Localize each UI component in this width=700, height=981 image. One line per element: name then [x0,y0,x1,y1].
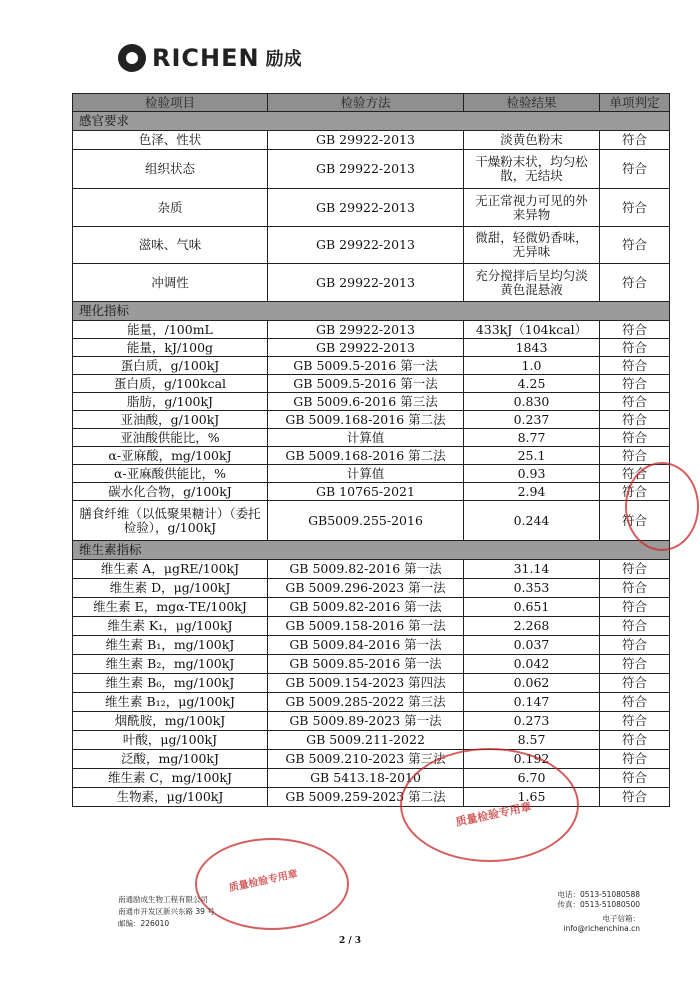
cell-result: 4.25 [464,375,600,393]
cell-judgement: 符合 [600,560,670,579]
cell-result: 0.237 [464,411,600,429]
section-title: 维生素指标 [73,541,670,560]
table-row [73,465,670,483]
cell-method: GB 5009.154-2023 第四法 [268,674,464,693]
table-row [73,712,670,731]
footer-company: 南通励成生物工程有限公司 [118,895,208,904]
cell-result: 0.244 [464,501,600,541]
cell-judgement: 符合 [600,357,670,375]
footer-contact-info [530,890,640,934]
cell-result: 0.830 [464,393,600,411]
cell-judgement: 符合 [600,131,670,150]
table-row [73,321,670,339]
col-header-method: 检验方法 [268,94,464,112]
cell-judgement: 符合 [600,447,670,465]
cell-method: GB 10765-2021 [268,483,464,501]
table-row [73,617,670,636]
cell-method: GB 5009.5-2016 第一法 [268,375,464,393]
cell-method: GB 29922-2013 [268,150,464,189]
cell-method: GB 5009.85-2016 第一法 [268,655,464,674]
cell-item: 膳食纤维（以低聚果糖计）（委托检验），g/100kJ [73,501,268,541]
cell-judgement: 符合 [600,655,670,674]
footer-phone: 电话：0513-51080588 [557,890,640,899]
table-row [73,429,670,447]
table-row [73,636,670,655]
cell-result: 1.65 [464,788,600,807]
cell-item: 维生素 A，μgRE/100kJ [73,560,268,579]
brand-name: RICHEN [152,44,260,72]
table-row [73,598,670,617]
table-row [73,750,670,769]
cell-item: α-亚麻酸，mg/100kJ [73,447,268,465]
cell-judgement: 符合 [600,579,670,598]
cell-result: 干燥粉末状，均匀松散，无结块 [464,150,600,189]
cell-item: 亚油酸供能比，% [73,429,268,447]
cell-method: GB 5009.84-2016 第一法 [268,636,464,655]
col-header-result: 检验结果 [464,94,600,112]
table-row [73,339,670,357]
cell-judgement: 符合 [600,788,670,807]
cell-judgement: 符合 [600,617,670,636]
quality-seal-stamp-right [400,748,579,862]
cell-result: 微甜，轻微奶香味，无异味 [464,227,600,264]
cell-item: 生物素，μg/100kJ [73,788,268,807]
table-row [73,357,670,375]
cell-result: 充分搅拌后呈均匀淡黄色混悬液 [464,264,600,302]
cell-result: 0.651 [464,598,600,617]
table-row [73,264,670,302]
footer-address: 南通市开发区新兴东路 39 号 [118,907,215,916]
cell-item: 维生素 K₁，μg/100kJ [73,617,268,636]
cell-method: GB 5009.211-2022 [268,731,464,750]
cell-method: GB 29922-2013 [268,131,464,150]
cell-item: 色泽、性状 [73,131,268,150]
cell-method: GB 5009.259-2023 第二法 [268,788,464,807]
table-row [73,731,670,750]
footer-fax: 传真：0513-51080500 [557,900,640,909]
table-row [73,655,670,674]
cell-method: GB 5009.6-2016 第三法 [268,393,464,411]
cell-result: 0.147 [464,693,600,712]
table-row [73,393,670,411]
table-header-row [73,94,670,112]
cell-result: 0.93 [464,465,600,483]
cell-judgement: 符合 [600,189,670,227]
cell-method: GB 5009.168-2016 第二法 [268,411,464,429]
cell-result: 0.037 [464,636,600,655]
footer-postcode: 邮编：226010 [118,919,170,928]
footer-email: 电子信箱：info@richenchina.cn [563,914,640,933]
table-row [73,189,670,227]
section-title: 理化指标 [73,302,670,321]
cell-judgement: 符合 [600,411,670,429]
cell-result: 2.268 [464,617,600,636]
cell-item: 烟酰胺，mg/100kJ [73,712,268,731]
cell-method: GB5009.255-2016 [268,501,464,541]
seal-label-right: 质量检验专用章 [454,800,533,829]
cell-judgement: 符合 [600,465,670,483]
cell-item: 杂质 [73,189,268,227]
cell-item: 维生素 B₆，mg/100kJ [73,674,268,693]
cell-judgement: 符合 [600,731,670,750]
cell-method: 计算值 [268,465,464,483]
cell-item: 碳水化合物，g/100kJ [73,483,268,501]
cell-method: GB 5009.210-2023 第三法 [268,750,464,769]
cell-item: 维生素 B₁，mg/100kJ [73,636,268,655]
cell-method: GB 29922-2013 [268,189,464,227]
cell-result: 8.57 [464,731,600,750]
cell-method: GB 5009.89-2023 第一法 [268,712,464,731]
table-row [73,501,670,541]
cell-judgement: 符合 [600,339,670,357]
cell-judgement: 符合 [600,693,670,712]
table-row [73,411,670,429]
cell-method: GB 29922-2013 [268,227,464,264]
cell-result: 8.77 [464,429,600,447]
cell-method: GB 5413.18-2010 [268,769,464,788]
cell-method: GB 5009.82-2016 第一法 [268,598,464,617]
cell-item: 冲调性 [73,264,268,302]
cell-method: GB 5009.158-2016 第一法 [268,617,464,636]
cell-method: GB 5009.296-2023 第一法 [268,579,464,598]
cell-result: 25.1 [464,447,600,465]
inspection-table [72,93,670,807]
cell-result: 31.14 [464,560,600,579]
table-row [73,788,670,807]
cell-judgement: 符合 [600,501,670,541]
table-row [73,150,670,189]
brand-name-cn: 励成 [265,49,302,70]
cell-method: GB 5009.82-2016 第一法 [268,560,464,579]
cell-item: 蛋白质，g/100kJ [73,357,268,375]
cell-result: 433kJ（104kcal） [464,321,600,339]
cell-item: 维生素 D，μg/100kJ [73,579,268,598]
cell-method: GB 5009.5-2016 第一法 [268,357,464,375]
table-row [73,375,670,393]
cell-result: 0.042 [464,655,600,674]
col-header-judgement: 单项判定 [600,94,670,112]
cell-item: 维生素 E，mgα-TE/100kJ [73,598,268,617]
table-row [73,483,670,501]
section-row [73,541,670,560]
cell-result: 0.192 [464,750,600,769]
section-row [73,302,670,321]
cell-judgement: 符合 [600,750,670,769]
cell-judgement: 符合 [600,264,670,302]
cell-result: 6.70 [464,769,600,788]
table-row [73,693,670,712]
cell-judgement: 符合 [600,636,670,655]
col-header-item: 检验项目 [73,94,268,112]
cell-item: 维生素 C，mg/100kJ [73,769,268,788]
cell-result: 0.353 [464,579,600,598]
cell-item: 蛋白质，g/100kcal [73,375,268,393]
cell-result: 0.273 [464,712,600,731]
cell-method: GB 5009.168-2016 第二法 [268,447,464,465]
logo-mark-icon [118,44,146,72]
cell-judgement: 符合 [600,483,670,501]
edge-stamp-fragment [625,462,699,551]
table-row [73,769,670,788]
table-row [73,447,670,465]
cell-judgement: 符合 [600,150,670,189]
cell-judgement: 符合 [600,227,670,264]
company-logo [118,44,302,72]
table-row [73,131,670,150]
cell-judgement: 符合 [600,375,670,393]
section-row [73,112,670,131]
cell-result: 淡黄色粉末 [464,131,600,150]
cell-method: GB 29922-2013 [268,264,464,302]
section-title: 感官要求 [73,112,670,131]
cell-result: 无正常视力可见的外来异物 [464,189,600,227]
cell-item: 滋味、气味 [73,227,268,264]
cell-judgement: 符合 [600,674,670,693]
cell-judgement: 符合 [600,598,670,617]
cell-judgement: 符合 [600,429,670,447]
cell-result: 0.062 [464,674,600,693]
cell-judgement: 符合 [600,321,670,339]
seal-label-left: 质量检验专用章 [228,868,299,895]
cell-item: 组织状态 [73,150,268,189]
cell-method: GB 5009.285-2022 第三法 [268,693,464,712]
table-row [73,579,670,598]
table-row [73,674,670,693]
cell-method: GB 29922-2013 [268,339,464,357]
page-number: 2 / 3 [338,936,362,946]
footer-company-info [118,894,215,930]
cell-item: 维生素 B₂，mg/100kJ [73,655,268,674]
cell-item: α-亚麻酸供能比，% [73,465,268,483]
cell-item: 能量，/100mL [73,321,268,339]
cell-judgement: 符合 [600,769,670,788]
cell-result: 1843 [464,339,600,357]
cell-item: 能量，kJ/100g [73,339,268,357]
cell-method: GB 29922-2013 [268,321,464,339]
cell-result: 1.0 [464,357,600,375]
table-row [73,227,670,264]
table-row [73,560,670,579]
cell-judgement: 符合 [600,393,670,411]
cell-result: 2.94 [464,483,600,501]
cell-item: 叶酸，μg/100kJ [73,731,268,750]
cell-item: 亚油酸，g/100kJ [73,411,268,429]
cell-judgement: 符合 [600,712,670,731]
cell-method: 计算值 [268,429,464,447]
cell-item: 维生素 B₁₂，μg/100kJ [73,693,268,712]
cell-item: 脂肪，g/100kJ [73,393,268,411]
cell-item: 泛酸，mg/100kJ [73,750,268,769]
